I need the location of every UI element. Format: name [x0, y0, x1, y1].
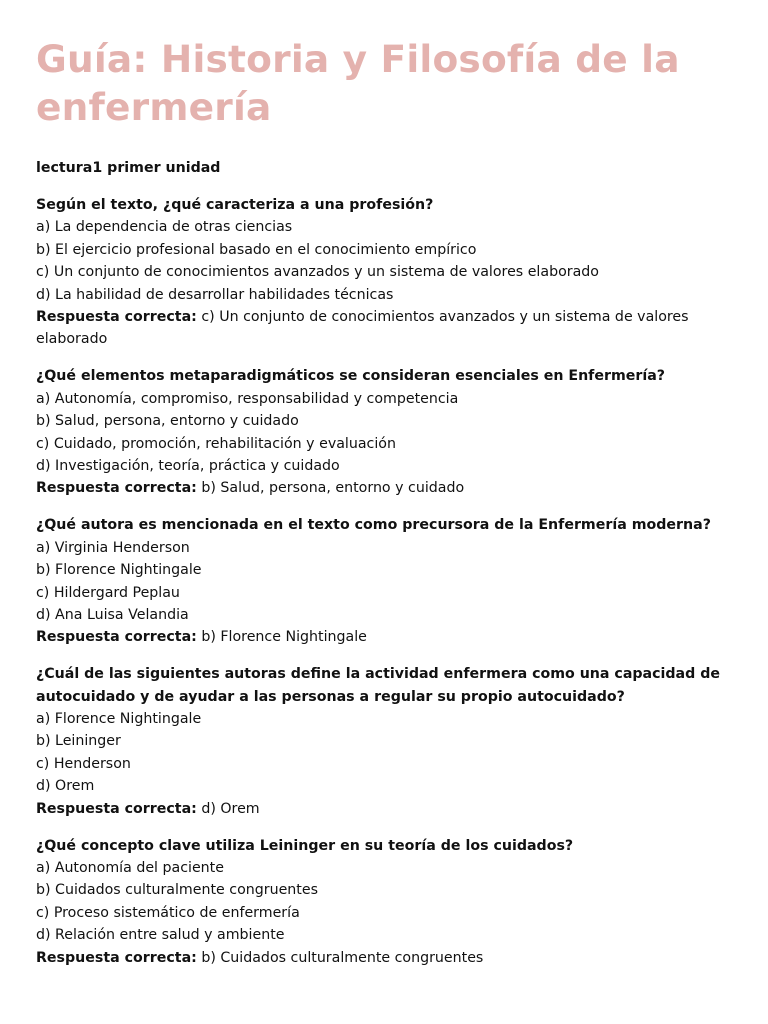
option-b: b) Florence Nightingale [36, 562, 202, 579]
answer-value: c) Un conjunto de conocimientos avanzados y un sistema de valores elaborado [36, 309, 689, 348]
option-c: c) Cuidado, promoción, rehabilitación y evaluación [36, 435, 396, 452]
option-c: c) Henderson [36, 755, 131, 772]
page-title: Guía: Historia y Filosofía de la enfermería [36, 37, 680, 129]
option-a: a) Virginia Henderson [36, 539, 190, 556]
question-text: ¿Qué elementos metaparadigmáticos se consideran esenciales en Enfermería? [36, 368, 666, 385]
option-d: d) Orem [36, 778, 95, 795]
correct-answer [36, 798, 732, 820]
question-block-3 [36, 514, 732, 648]
answer-value: b) Florence Nightingale [201, 629, 367, 646]
option-b: b) El ejercicio profesional basado en el conocimiento empírico [36, 241, 477, 258]
answer-label: Respuesta correcta: [36, 309, 197, 326]
answer-label: Respuesta correcta: [36, 800, 197, 817]
question-text: Según el texto, ¿qué caracteriza a una profesión? [36, 197, 434, 213]
option-a: a) Florence Nightingale [36, 711, 202, 728]
question-text: ¿Qué concepto clave utiliza Leininger en su teoría de los cuidados? [36, 837, 574, 854]
question-block-2 [36, 365, 732, 499]
option-d: d) Relación entre salud y ambiente [36, 927, 285, 944]
option-c: c) Proceso sistemático de enfermería [36, 904, 300, 921]
correct-answer [36, 626, 732, 648]
option-d: d) Ana Luisa Velandia [36, 606, 189, 623]
option-a: a) Autonomía, compromiso, responsabilidad y competencia [36, 390, 459, 407]
question-block-5 [36, 835, 732, 969]
option-b: b) Leininger [36, 733, 121, 750]
correct-answer [36, 477, 732, 499]
option-d: d) La habilidad de desarrollar habilidades técnicas [36, 286, 394, 303]
correct-answer [36, 947, 732, 969]
option-d: d) Investigación, teoría, práctica y cuidado [36, 457, 340, 474]
question-block-1 [36, 194, 732, 351]
question-text: ¿Qué autora es mencionada en el texto como precursora de la Enfermería moderna? [36, 517, 711, 534]
answer-value: d) Orem [201, 800, 260, 817]
option-b: b) Cuidados culturalmente congruentes [36, 882, 318, 899]
answer-label: Respuesta correcta: [36, 480, 197, 497]
option-a: a) Autonomía del paciente [36, 859, 224, 876]
answer-label: Respuesta correcta: [36, 949, 197, 966]
option-a: a) La dependencia de otras ciencias [36, 219, 293, 236]
option-c: c) Un conjunto de conocimientos avanzados y un sistema de valores elaborado [36, 264, 599, 281]
question-text: ¿Cuál de las siguientes autoras define la actividad enfermera como una capacidad de autocuidado y de ayudar a las personas a regular su propio autocuidado? [36, 666, 721, 705]
answer-label: Respuesta correcta: [36, 629, 197, 646]
correct-answer [36, 306, 732, 351]
answer-value: b) Cuidados culturalmente congruentes [201, 949, 484, 966]
document-subtitle: lectura1 primer unidad [36, 160, 221, 176]
option-c: c) Hildergard Peplau [36, 584, 180, 601]
answer-value: b) Salud, persona, entorno y cuidado [201, 480, 465, 497]
question-list [36, 194, 732, 969]
question-block-4 [36, 663, 732, 820]
option-b: b) Salud, persona, entorno y cuidado [36, 413, 299, 430]
